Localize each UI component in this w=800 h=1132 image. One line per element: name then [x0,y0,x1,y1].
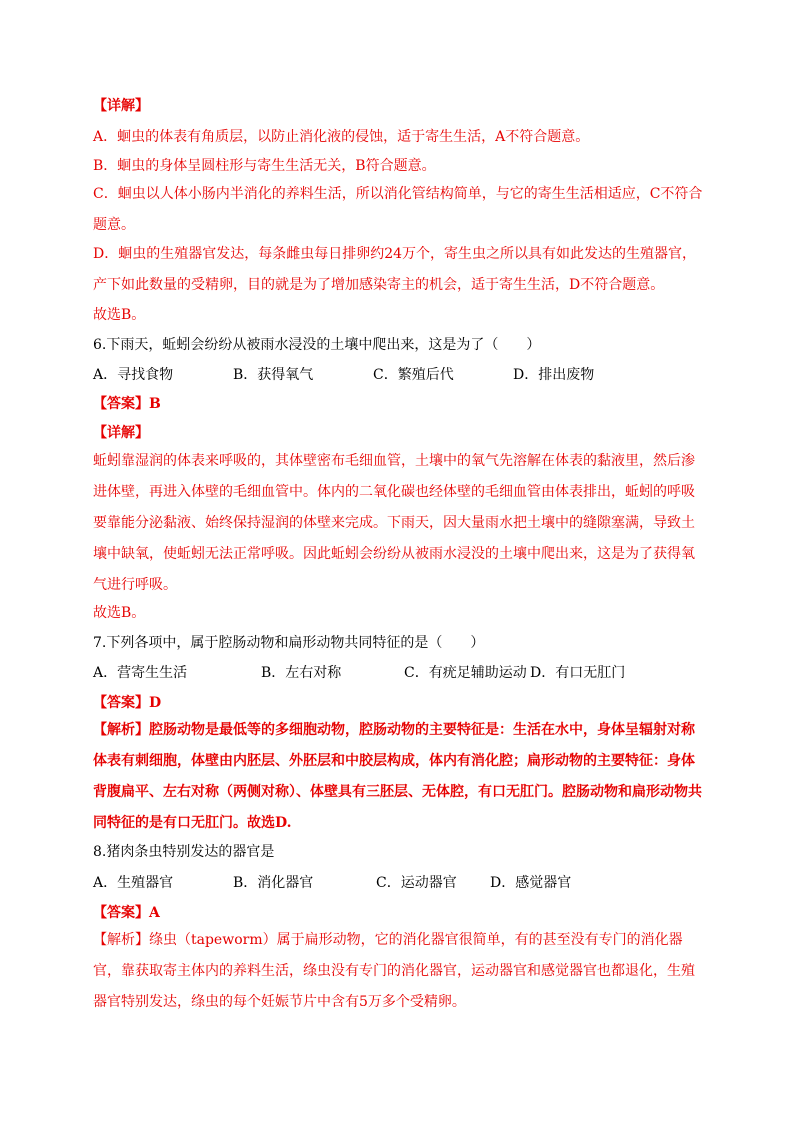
q8-option-a: A．生殖器官 [93,875,174,891]
q8-answer: 【答案】A [93,905,160,921]
q5-option-b-explanation: B．蛔虫的身体呈圆柱形与寄生生活无关，B符合题意。 [93,158,436,174]
q8-option-d: D．感觉器官 [490,875,572,891]
q6-answer: 【答案】B [93,396,161,412]
q7-question: 7.下列各项中，属于腔肠动物和扁形动物共同特征的是（ ） [93,635,485,651]
q6-option-b: B．获得氧气 [233,367,314,383]
q7-analysis: 【解析】腔肠动物是最低等的多细胞动物，腔肠动物的主要特征是：生活在水中，身体呈辐射对称体表有刺细胞，体壁由内胚层、外胚层和中胶层构成，体内有消化腔；扁形动物的主要特征：身体背腹扁平、左右对称（两侧对称）、体壁具有三胚层、无体腔，有口无肛门。腔肠动物和扁形动物共同特征的是有口无肛门。故选D. [93,722,702,831]
q5-conclusion: 故选B。 [93,307,146,323]
q8-option-b: B．消化器官 [233,875,314,891]
q6-detail: 蚯蚓靠湿润的体表来呼吸的，其体壁密布毛细血管，土壤中的氧气先溶解在体表的黏液里，然后渗进体壁，再进入体壁的毛细血管中。体内的二氧化碳也经体壁的毛细血管由体表排出，蚯蚓的呼吸要靠能分泌黏液、始终保持湿润的体壁来完成。下雨天，因大量雨水把土壤中的缝隙塞满，导致土壤中缺氧，使蚯蚓无法正常呼吸。因此蚯蚓会纷纷从被雨水浸没的土壤中爬出来，这是为了获得氧气进行呼吸。 [93,453,695,593]
q5-option-c-explanation: C．蛔虫以人体小肠内半消化的养料生活，所以消化管结构简单，与它的寄生生活相适应，C不符合题意。 [93,186,703,233]
q7-option-c: C．有疣足辅助运动 [404,665,527,681]
q8-analysis: 【解析】绦虫（tapeworm）属于扁形动物，它的消化器官很简单，有的甚至没有专门的消化器官，靠获取寄主体内的养料生活，绦虫没有专门的消化器官，运动器官和感觉器官也都退化，生殖器官特别发达，绦虫的每个妊娠节片中含有5万多个受精卵。 [93,932,695,1010]
q5-option-d-explanation: D．蛔虫的生殖器官发达，每条雌虫每日排卵约24万个，寄生虫之所以具有如此发达的生殖器官，产下如此数量的受精卵，目的就是为了增加感染寄主的机会，适于寄生生活，D不符合题意。 [93,246,697,293]
q5-detail-tag: 【详解】 [93,98,149,114]
q6-option-d: D．排出废物 [513,367,595,383]
q7-answer: 【答案】D [93,695,162,711]
q8-question: 8.猪肉条虫特别发达的器官是 [93,844,275,860]
q6-conclusion: 故选B。 [93,605,146,621]
q5-option-a-explanation: A．蛔虫的体表有角质层，以防止消化液的侵蚀，适于寄生生活，A不符合题意。 [93,129,590,145]
q7-option-d: D．有口无肛门 [530,665,626,681]
q6-option-c: C．繁殖后代 [373,367,454,383]
q8-option-c: C．运动器官 [376,875,457,891]
q7-option-b: B．左右对称 [261,665,342,681]
q7-option-a: A．营寄生生活 [93,665,188,681]
q6-detail-tag: 【详解】 [93,425,149,441]
q6-question: 6.下雨天，蚯蚓会纷纷从被雨水浸没的土壤中爬出来，这是为了（ ） [93,337,541,353]
q6-option-a: A．寻找食物 [93,367,174,383]
